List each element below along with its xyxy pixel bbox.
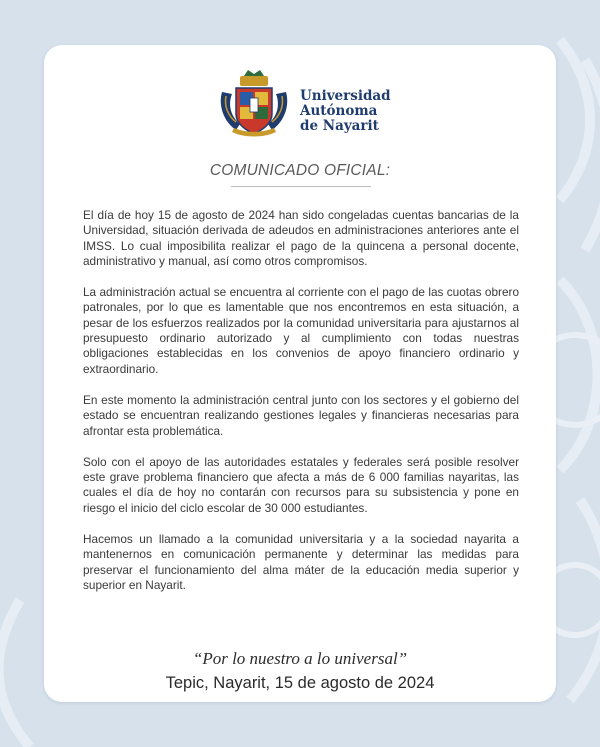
paragraph: En este momento la administración central junto con los sectores y el gobierno del estado se encuentran realizando gestiones legales y financieras necesarias para afrontar esta problemática.: [83, 392, 519, 438]
paragraph: La administración actual se encuentra al corriente con el pago de las cuotas obrero patronales, por lo que es lamentable que nos encontremos en esta situación, a pesar de los esfuerzos realizados por la comunidad universitaria para ajustarnos al presupuesto ordinario autorizado y al cumplimiento con todas nuestras obligaciones establecidas en los convenios de apoyo financiero ordinario y extraordinario.: [83, 285, 519, 376]
motto: “Por lo nuestro a lo universal”: [192, 649, 408, 668]
university-crest-icon: [218, 70, 290, 140]
university-name-line: Universidad: [300, 88, 391, 104]
university-name-line: de Nayarit: [300, 118, 379, 134]
paragraph: Hacemos un llamado a la comunidad universitaria y a la sociedad nayarita a mantenernos en comunicación permanente y determinar las medidas para preservar el funcionamiento del alma máter de la educación media superior y superior en Nayarit.: [83, 532, 519, 592]
title-divider: [231, 186, 371, 187]
university-name: [300, 89, 391, 134]
communique-body: [83, 208, 519, 609]
university-name-line: Autónoma: [300, 103, 378, 119]
page-title: COMUNICADO OFICIAL:: [209, 162, 391, 179]
paragraph: El día de hoy 15 de agosto de 2024 han sido congeladas cuentas bancarias de la Universidad, situación derivada de adeudos en administraciones anteriores ante el IMSS. Lo cual imposibilita realizar el pago de la quincena a personal docente, administrativo y manual, así como otros compromisos.: [83, 208, 519, 268]
place-and-date: Tepic, Nayarit, 15 de agosto de 2024: [165, 674, 435, 692]
paragraph: Solo con el apoyo de las autoridades estatales y federales será posible resolver este grave problema financiero que afecta a más de 6 000 familias nayaritas, las cuales el día de hoy no contarán con recursos para su subsistencia y pone en riesgo el inicio del ciclo escolar de 30 000 estudiantes.: [83, 454, 519, 515]
